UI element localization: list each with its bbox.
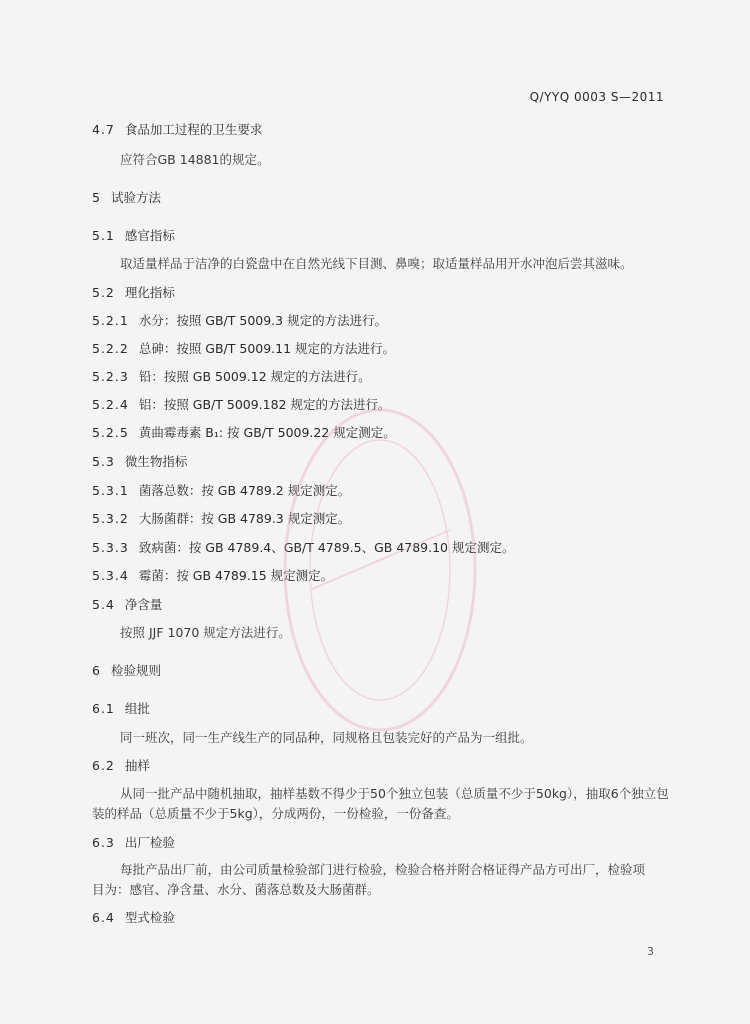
- section-6-1-body: 同一班次，同一生产线生产的同品种，同规格且包装完好的产品为一组批。: [120, 730, 533, 745]
- section-5: 5 试验方法: [92, 190, 161, 205]
- section-5-4: 5.4 净含量: [92, 597, 163, 612]
- section-5-2-4: 5.2.4 铝：按照 GB/T 5009.182 规定的方法进行。: [92, 397, 391, 412]
- section-5-2-5: 5.2.5 黄曲霉毒素 B₁: 按 GB/T 5009.22 规定测定。: [92, 425, 396, 440]
- section-5-1: 5.1 感官指标: [92, 228, 175, 243]
- section-5-2: 5.2 理化指标: [92, 285, 175, 300]
- section-6: 6 检验规则: [92, 663, 161, 678]
- section-6-3: 6.3 出厂检验: [92, 835, 175, 850]
- section-6-4: 6.4 型式检验: [92, 910, 175, 925]
- section-5-2-3: 5.2.3 铅：按照 GB 5009.12 规定的方法进行。: [92, 369, 371, 384]
- section-5-3: 5.3 微生物指标: [92, 454, 188, 469]
- section-6-2-body-line2: 装的样品（总质量不少于5kg），分成两份，一份检验，一份备查。: [92, 806, 459, 821]
- standard-number: Q/YYQ 0003 S—2011: [529, 90, 664, 104]
- section-6-1: 6.1 组批: [92, 701, 150, 716]
- section-4-7: 4.7 食品加工过程的卫生要求: [92, 122, 263, 137]
- section-5-2-1: 5.2.1 水分：按照 GB/T 5009.3 规定的方法进行。: [92, 313, 388, 328]
- section-5-3-3: 5.3.3 致病菌：按 GB 4789.4、GB/T 4789.5、GB 4789.10 规定测定。: [92, 540, 515, 555]
- section-5-1-body: 取适量样品于洁净的白瓷盘中在自然光线下目测、鼻嗅；取适量样品用开水冲泡后尝其滋味。: [120, 256, 633, 271]
- section-6-3-body-line2: 目为：感官、净含量、水分、菌落总数及大肠菌群。: [92, 882, 380, 897]
- section-5-4-body: 按照 JJF 1070 规定方法进行。: [120, 625, 291, 640]
- section-5-3-1: 5.3.1 菌落总数：按 GB 4789.2 规定测定。: [92, 483, 351, 498]
- section-4-7-body: 应符合GB 14881的规定。: [120, 152, 270, 167]
- section-6-3-body-line1: 每批产品出厂前，由公司质量检验部门进行检验，检验合格并附合格证得产品方可出厂，检验项: [120, 862, 646, 877]
- section-5-3-2: 5.3.2 大肠菌群：按 GB 4789.3 规定测定。: [92, 511, 351, 526]
- page-number: 3: [647, 945, 654, 958]
- section-5-2-2: 5.2.2 总砷：按照 GB/T 5009.11 规定的方法进行。: [92, 341, 396, 356]
- section-6-2: 6.2 抽样: [92, 758, 150, 773]
- section-5-3-4: 5.3.4 霉菌：按 GB 4789.15 规定测定。: [92, 568, 334, 583]
- section-6-2-body-line1: 从同一批产品中随机抽取，抽样基数不得少于50个独立包装（总质量不少于50kg），抽取6个独立包: [120, 786, 669, 801]
